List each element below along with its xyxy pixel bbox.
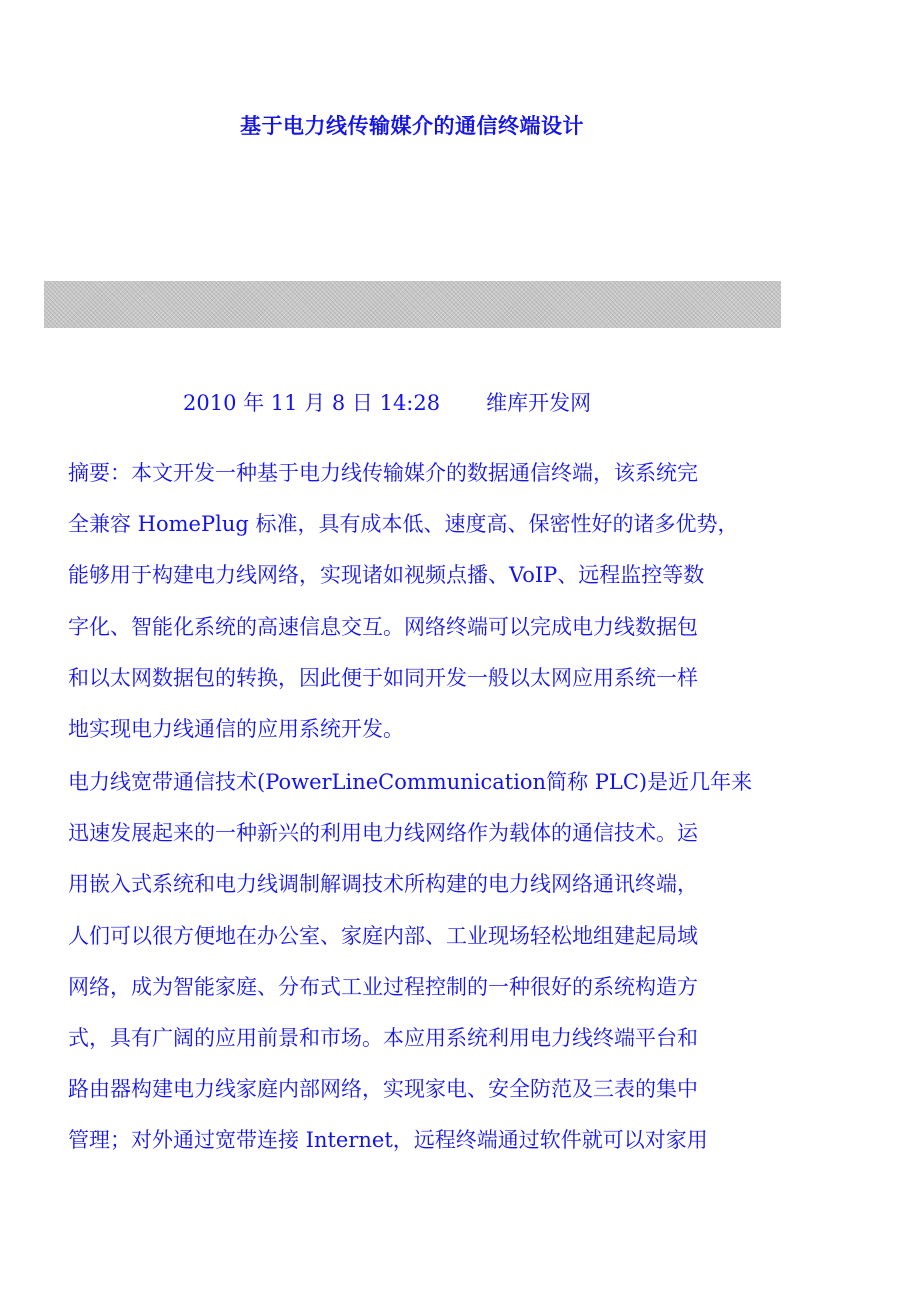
body-line: 网络，成为智能家庭、分布式工业过程控制的一种很好的系统构造方 [68, 974, 698, 999]
body-line: 用嵌入式系统和电力线调制解调技术所构建的电力线网络通讯终端， [68, 872, 698, 897]
document-title: 基于电力线传输媒介的通信终端设计 [240, 113, 584, 139]
abstract-line: 地实现电力线通信的应用系统开发。 [68, 717, 404, 742]
body-line: 电力线宽带通信技术(PowerLineCommunication简称 PLC)是近几年来 [68, 770, 753, 794]
body-line: 管理；对外通过宽带连接 Internet，远程终端通过软件就可以对家用 [68, 1128, 708, 1153]
body-line: 路由器构建电力线家庭内部网络，实现家电、安全防范及三表的集中 [68, 1077, 698, 1102]
byline [183, 387, 591, 417]
publish-datetime: 2010 年 11 月 8 日 14:28 [183, 391, 441, 415]
abstract-line: 摘要：本文开发一种基于电力线传输媒介的数据通信终端，该系统完 [68, 461, 698, 485]
abstract-paragraph [68, 448, 768, 755]
header-divider-bar [44, 281, 781, 328]
body-line: 人们可以很方便地在办公室、家庭内部、工业现场轻松地组建起局域 [68, 923, 698, 948]
abstract-line: 全兼容 HomePlug 标准，具有成本低、速度高、保密性好的诸多优势， [68, 512, 739, 537]
source-name: 维库开发网 [486, 391, 592, 415]
abstract-line: 字化、智能化系统的高速信息交互。网络终端可以完成电力线数据包 [68, 614, 698, 639]
abstract-line: 和以太网数据包的转换，因此便于如同开发一般以太网应用系统一样 [68, 665, 698, 690]
abstract-line: 能够用于构建电力线网络，实现诸如视频点播、VoIP、远程监控等数 [68, 563, 705, 588]
body-line: 式，具有广阔的应用前景和市场。本应用系统利用电力线终端平台和 [68, 1026, 698, 1051]
body-line: 迅速发展起来的一种新兴的利用电力线网络作为载体的通信技术。运 [68, 821, 698, 846]
body-paragraph [68, 757, 768, 1167]
